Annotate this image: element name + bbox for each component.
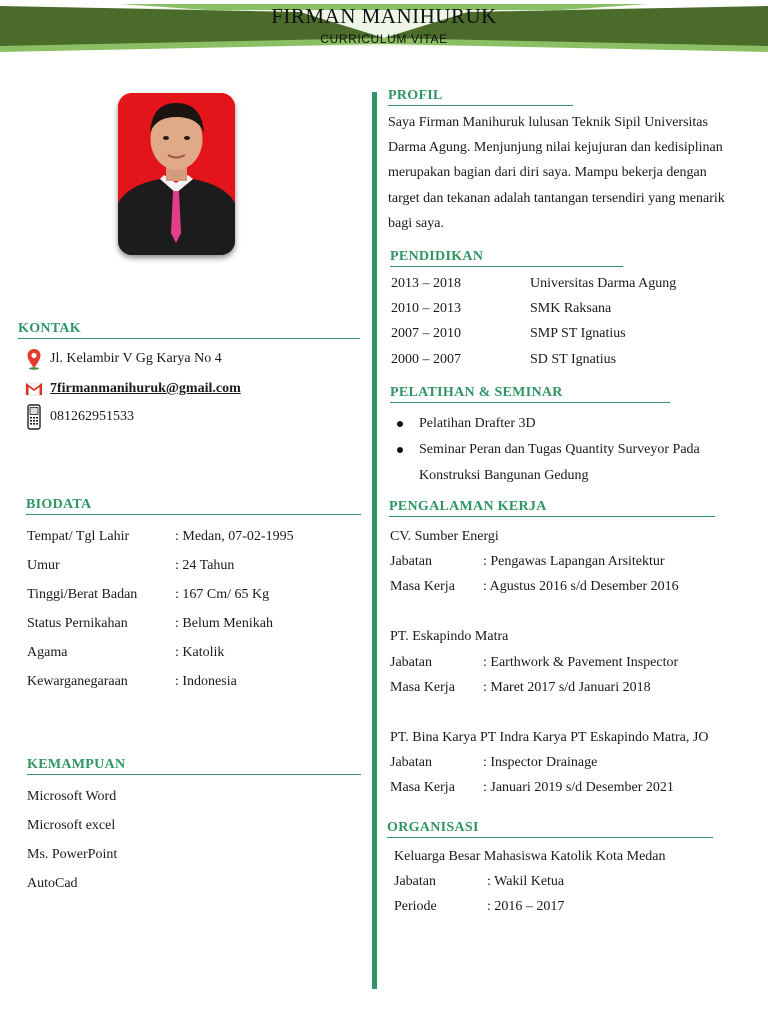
candidate-name: FIRMAN MANIHURUK	[271, 4, 497, 28]
document-subtitle: CURRICULUM VITAE	[320, 32, 448, 46]
pelatihan-heading: PELATIHAN & SEMINAR	[390, 385, 670, 403]
training-item-continued: Konstruksi Bangunan Gedung	[419, 468, 589, 483]
job-position: : Earthwork & Pavement Inspector	[483, 655, 679, 670]
biodata-value: : Medan, 07-02-1995	[175, 529, 294, 544]
training-item: Seminar Peran dan Tugas Quantity Surveyor Pada	[419, 442, 700, 457]
address-text: Jl. Kelambir V Gg Karya No 4	[50, 351, 222, 366]
biodata-value: : 24 Tahun	[175, 558, 235, 573]
biodata-value: : Indonesia	[175, 674, 237, 689]
education-years: 2000 – 2007	[391, 352, 461, 367]
biodata-label: Umur	[27, 558, 60, 573]
job-company: CV. Sumber Energi	[390, 529, 499, 544]
pengalaman-heading: PENGALAMAN KERJA	[389, 499, 715, 517]
phone-text: 081262951533	[50, 409, 134, 424]
skill-item: Ms. PowerPoint	[27, 847, 118, 862]
kemampuan-heading: KEMAMPUAN	[27, 757, 361, 775]
job-label: Masa Kerja	[390, 680, 455, 695]
gmail-icon	[24, 378, 44, 400]
skill-item: Microsoft excel	[27, 818, 116, 833]
organization-name: Keluarga Besar Mahasiswa Katolik Kota Medan	[394, 849, 666, 864]
biodata-label: Tempat/ Tgl Lahir	[27, 529, 130, 544]
training-item: Pelatihan Drafter 3D	[419, 416, 536, 431]
biodata-label: Kewarganegaraan	[27, 674, 128, 689]
education-years: 2013 – 2018	[391, 276, 461, 291]
contact-address	[24, 348, 222, 370]
job-label: Masa Kerja	[390, 780, 455, 795]
organization-label: Periode	[394, 899, 437, 914]
education-school: SD ST Ignatius	[530, 352, 617, 367]
profile-photo	[118, 93, 235, 255]
job-company: PT. Bina Karya PT Indra Karya PT Eskapindo Matra, JO	[390, 730, 709, 745]
kontak-heading: KONTAK	[18, 321, 360, 339]
job-period: : Januari 2019 s/d Desember 2021	[483, 780, 674, 795]
profil-line: target dan tekanan adalah tantangan tersendiri yang menarik	[388, 191, 725, 206]
biodata-value: : Katolik	[175, 645, 225, 660]
profil-line: bagi saya.	[388, 216, 444, 231]
biodata-heading: BIODATA	[26, 497, 361, 515]
skill-item: AutoCad	[27, 876, 78, 891]
job-period: : Agustus 2016 s/d Desember 2016	[483, 579, 679, 594]
contact-email[interactable]	[24, 378, 241, 400]
email-link[interactable]: 7firmanmanihuruk@gmail.com	[50, 381, 241, 396]
organization-position: : Wakil Ketua	[487, 874, 565, 889]
biodata-value: : Belum Menikah	[175, 616, 273, 631]
education-school: Universitas Darma Agung	[530, 276, 677, 291]
job-label: Jabatan	[390, 755, 432, 770]
bullet-icon	[397, 447, 403, 453]
biodata-value: : 167 Cm/ 65 Kg	[175, 587, 270, 602]
organization-period: : 2016 – 2017	[487, 899, 565, 914]
education-school: SMK Raksana	[530, 301, 612, 316]
header-banner	[0, 0, 768, 60]
profil-line: merupakan bagian dari diri saya. Mampu bekerja dengan	[388, 165, 707, 180]
profil-line: Darma Agung. Menjunjung nilai kejujuran dan kedisiplinan	[388, 140, 723, 155]
job-position: : Pengawas Lapangan Arsitektur	[483, 554, 665, 569]
job-period: : Maret 2017 s/d Januari 2018	[483, 680, 651, 695]
biodata-label: Status Pernikahan	[27, 616, 128, 631]
job-label: Jabatan	[390, 655, 432, 670]
bullet-icon	[397, 421, 403, 427]
mobile-phone-icon	[24, 406, 44, 428]
biodata-label: Tinggi/Berat Badan	[27, 587, 138, 602]
education-years: 2007 – 2010	[391, 326, 461, 341]
profil-line: Saya Firman Manihuruk lulusan Teknik Sipil Universitas	[388, 115, 708, 130]
column-divider	[372, 92, 377, 989]
organization-label: Jabatan	[394, 874, 436, 889]
job-label: Jabatan	[390, 554, 432, 569]
contact-phone	[24, 406, 134, 428]
education-school: SMP ST Ignatius	[530, 326, 626, 341]
job-label: Masa Kerja	[390, 579, 455, 594]
biodata-label: Agama	[27, 645, 68, 660]
job-company: PT. Eskapindo Matra	[390, 629, 509, 644]
education-years: 2010 – 2013	[391, 301, 461, 316]
job-position: : Inspector Drainage	[483, 755, 598, 770]
profil-heading: PROFIL	[388, 88, 573, 106]
map-pin-icon	[24, 348, 44, 370]
pendidikan-heading: PENDIDIKAN	[390, 249, 623, 267]
skill-item: Microsoft Word	[27, 789, 117, 804]
organisasi-heading: ORGANISASI	[387, 820, 713, 838]
